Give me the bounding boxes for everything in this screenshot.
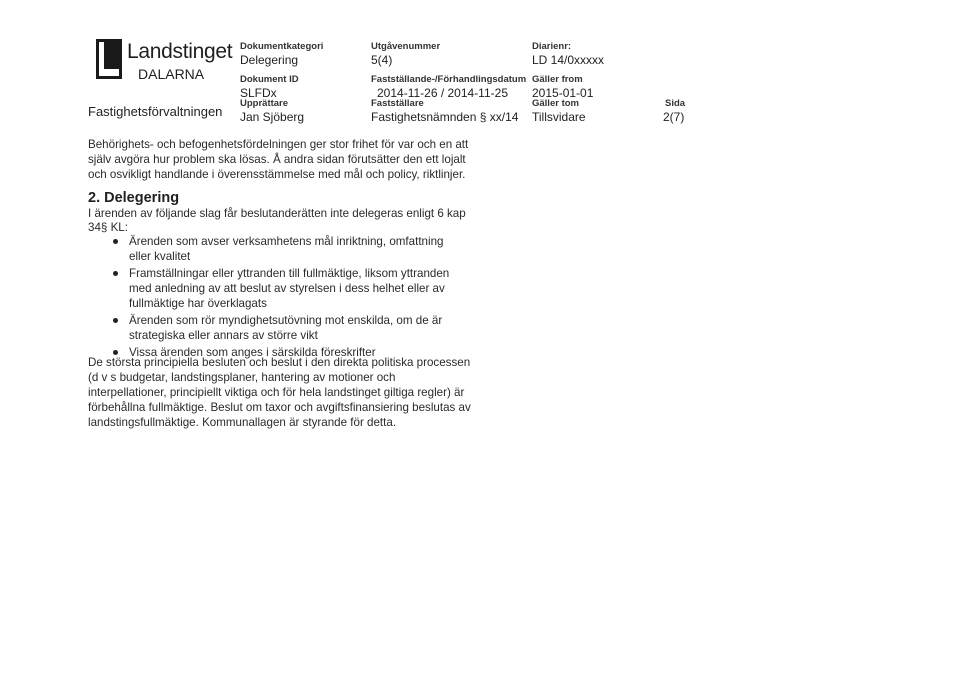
author-value: Jan Sjöberg: [240, 110, 305, 124]
diary-value: LD 14/0xxxxx: [532, 53, 605, 67]
author-label: Upprättare: [240, 98, 289, 109]
closing-line-1: De största principiella besluten och beslut i den direkta politiska processen: [88, 356, 471, 369]
closing-line-4: förbehållna fullmäktige. Beslut om taxor och avgiftsfinansiering beslutas av: [88, 401, 471, 414]
bullet-icon: [113, 271, 118, 276]
doc-id-label: Dokument ID: [240, 74, 299, 85]
section-lead-line-1: I ärenden av följande slag får beslutanderätten inte delegeras enligt 6 kap: [88, 207, 466, 220]
section-lead-line-2: 34§ KL:: [88, 221, 128, 234]
approver-label: Fastställare: [371, 98, 424, 109]
intro-line-1: Behörighets- och befogenhetsfördelningen ger stor frihet för var och en att: [88, 138, 469, 151]
doc-id-value: SLFDx: [240, 86, 277, 100]
approver-value: Fastighetsnämnden § xx/14: [371, 110, 519, 124]
restriction-list: [98, 234, 498, 362]
valid-from-value: 2015-01-01: [532, 86, 594, 100]
valid-to-label: Gäller tom: [532, 98, 579, 109]
list-item: Vissa ärenden som anges i särskilda föreskrifter: [98, 345, 449, 360]
category-label: Dokumentkategori: [240, 41, 324, 52]
valid-from-label: Gäller from: [532, 74, 583, 85]
bullet-icon: [113, 239, 118, 244]
dates-label: Fastställande-/Förhandlingsdatum: [371, 74, 527, 85]
diary-label: Diarienr:: [532, 41, 572, 52]
section-heading: 2. Delegering: [88, 190, 180, 206]
logo-text-landstinget: Landstinget: [127, 40, 233, 63]
list-item: Ärenden som avser verksamhetens mål inriktning, omfattning eller kvalitet: [98, 234, 459, 264]
page-value: 2(7): [663, 110, 685, 124]
department-name: Fastighetsförvaltningen: [88, 104, 223, 119]
issue-value: 5(4): [371, 53, 393, 67]
valid-to-value: Tillsvidare: [532, 110, 586, 124]
page-label: Sida: [665, 98, 686, 109]
logo-mark-icon: [96, 39, 122, 79]
closing-line-3: interpellationer, principiellt viktiga och för hela landstinget giltiga regler) är: [88, 386, 465, 399]
list-item: Framställningar eller yttranden till fullmäktige, liksom yttranden med anledning av att beslut av styrelsen i dess helhet eller av fullmäktige har överklagats: [98, 266, 469, 311]
intro-line-3: och osvikligt handlande i överensstämmelse med mål och policy, riktlinjer.: [88, 168, 466, 181]
bullet-icon: [113, 318, 118, 323]
category-value: Delegering: [240, 53, 299, 67]
closing-line-5: landstingsfullmäktige. Kommunallagen är styrande för detta.: [88, 416, 397, 429]
intro-line-2: själv avgöra hur problem ska lösas. Å andra sidan förutsätter den ett lojalt: [88, 153, 466, 166]
issue-label: Utgåvenummer: [371, 41, 441, 52]
logo-text-dalarna: DALARNA: [138, 66, 205, 82]
dates-value: 2014-11-26 / 2014-11-25: [377, 86, 508, 100]
closing-line-2: (d v s budgetar, landstingsplaner, hantering av motioner och: [88, 371, 396, 384]
list-item: Ärenden som rör myndighetsutövning mot enskilda, om de är strategiska eller annars av större vikt: [98, 313, 449, 343]
